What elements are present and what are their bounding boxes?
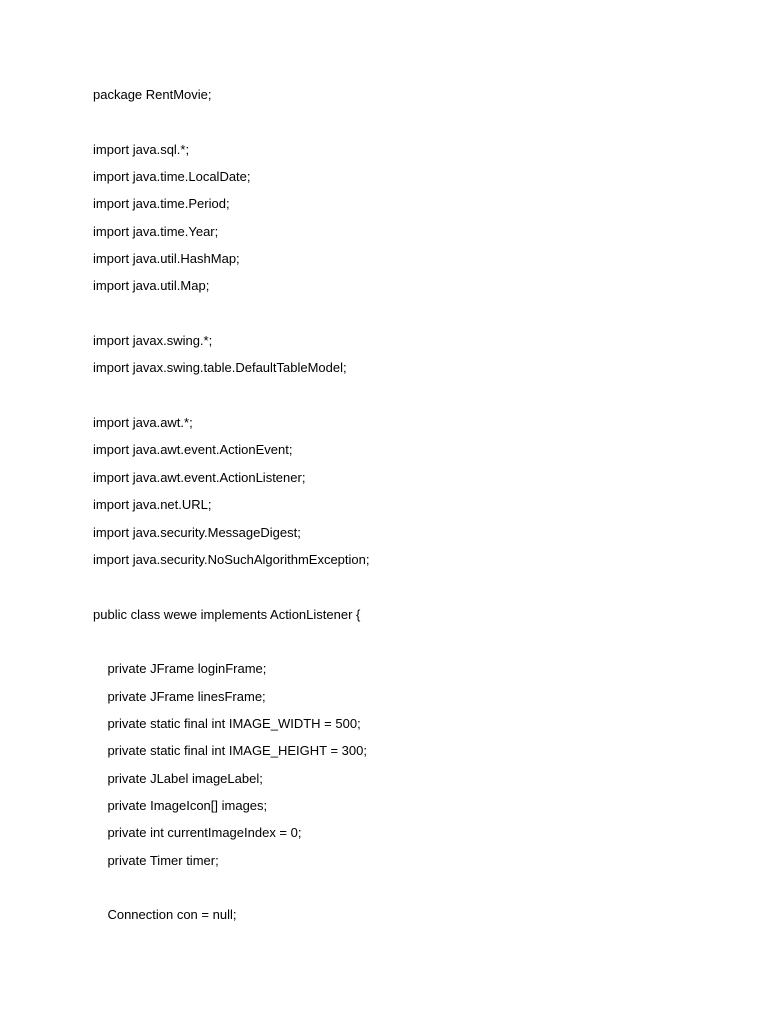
code-line: import java.security.NoSuchAlgorithmException; bbox=[93, 551, 370, 567]
code-line: import java.time.LocalDate; bbox=[93, 169, 251, 185]
code-line: public class wewe implements ActionListener { bbox=[93, 606, 361, 622]
code-line: private static final int IMAGE_WIDTH = 500; bbox=[93, 715, 361, 731]
code-line: private JFrame linesFrame; bbox=[93, 688, 266, 704]
code-line: import javax.swing.table.DefaultTableModel; bbox=[93, 360, 347, 376]
code-line bbox=[93, 879, 733, 906]
code-line: Connection con = null; bbox=[93, 907, 237, 923]
code-line: import java.sql.*; bbox=[93, 141, 190, 157]
code-line: import javax.swing.*; bbox=[93, 333, 213, 349]
code-line: import java.time.Period; bbox=[93, 196, 230, 212]
code-line: private JLabel imageLabel; bbox=[93, 770, 263, 786]
code-line: import java.awt.event.ActionListener; bbox=[93, 469, 306, 485]
code-line: private JFrame loginFrame; bbox=[93, 661, 267, 677]
code-line: import java.net.URL; bbox=[93, 497, 212, 513]
code-line bbox=[93, 578, 733, 605]
code-line: import java.util.Map; bbox=[93, 278, 210, 294]
code-line: private static final int IMAGE_HEIGHT = 300; bbox=[93, 743, 367, 759]
code-block bbox=[93, 86, 733, 934]
code-line: import java.security.MessageDigest; bbox=[93, 524, 301, 540]
code-line: private Timer timer; bbox=[93, 852, 219, 868]
code-line: import java.util.HashMap; bbox=[93, 251, 240, 267]
code-line: import java.awt.event.ActionEvent; bbox=[93, 442, 293, 458]
code-line: package RentMovie; bbox=[93, 87, 212, 102]
code-line: import java.time.Year; bbox=[93, 223, 219, 239]
code-line: import java.awt.*; bbox=[93, 415, 193, 431]
code-line: private int currentImageIndex = 0; bbox=[93, 825, 302, 841]
code-line bbox=[93, 633, 733, 660]
code-line: private ImageIcon[] images; bbox=[93, 797, 268, 813]
code-line bbox=[93, 113, 733, 140]
code-line bbox=[93, 305, 733, 332]
code-line bbox=[93, 387, 733, 414]
